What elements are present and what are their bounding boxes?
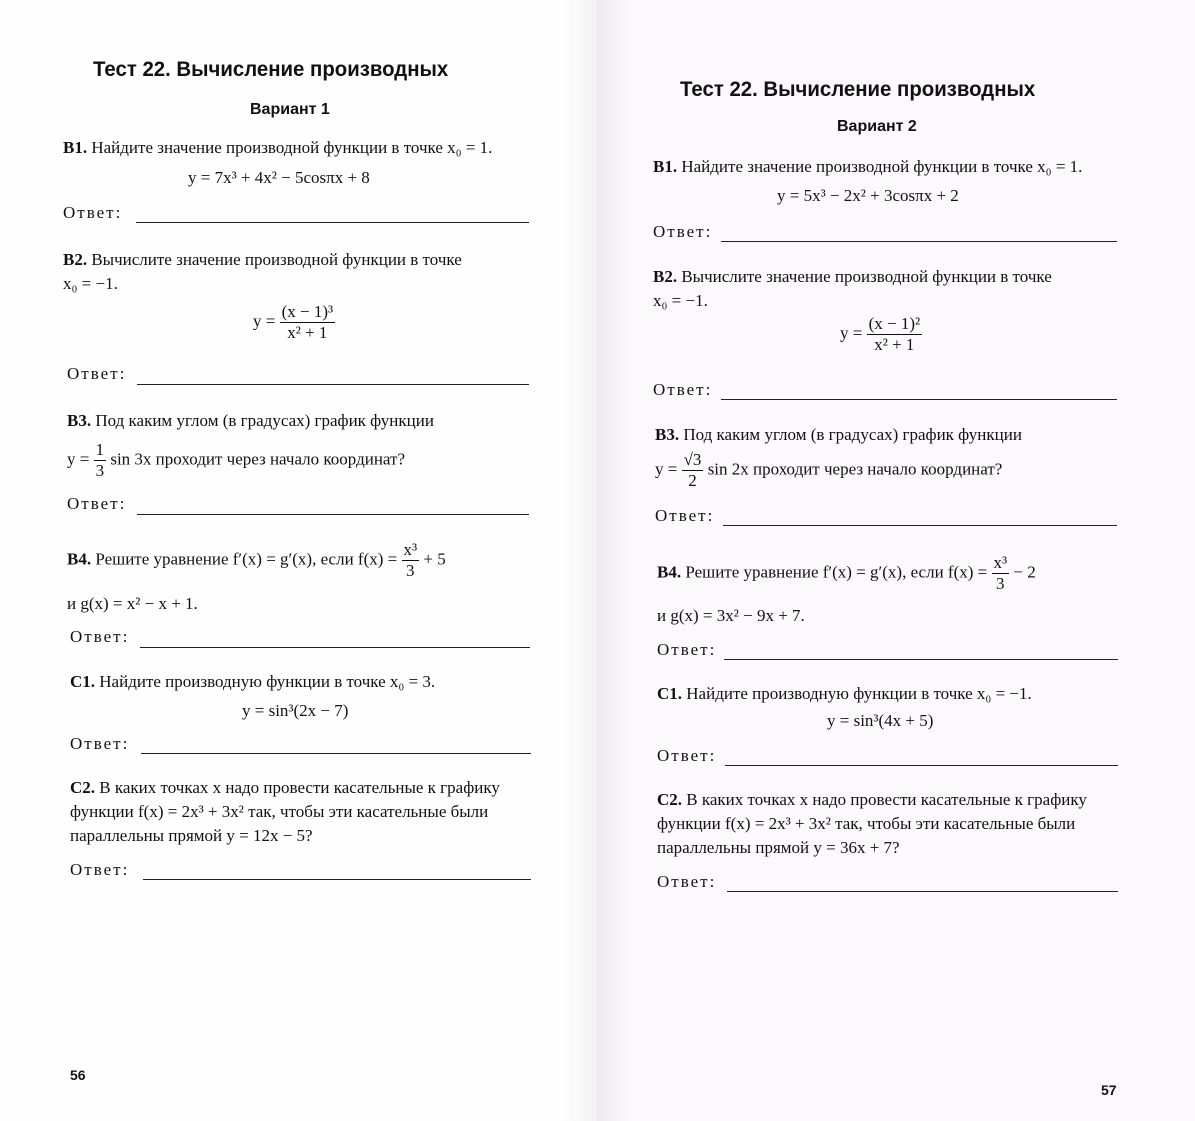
answer-line (725, 765, 1118, 766)
formula-lhs: y = (253, 311, 276, 331)
question-label: С1. (70, 672, 96, 691)
question-b1 (653, 155, 1082, 179)
question-label: С1. (657, 684, 683, 703)
fraction (280, 302, 336, 343)
numerator: (x − 1)³ (281, 302, 334, 321)
numerator: x³ (403, 540, 418, 559)
question-label: В2. (653, 267, 678, 286)
answer-line (137, 514, 529, 515)
formula-b1: y = 7x³ + 4x² − 5cosπx + 8 (188, 168, 370, 187)
denominator: 3 (95, 461, 105, 480)
fraction (867, 314, 923, 355)
page-title: Тест 22. Вычисление производных (680, 78, 1036, 101)
question-text-cont: и g(x) = x² − x + 1. (67, 594, 198, 613)
question-label: С2. (70, 778, 96, 797)
question-b1 (63, 136, 492, 160)
formula-lhs: y = (840, 323, 863, 343)
answer-label: Ответ: (657, 640, 717, 659)
formula-rest: sin 3x проходит через начало координат? (110, 449, 405, 469)
numerator: x³ (993, 553, 1008, 572)
question-text: Решите уравнение f′(x) = g′(x), если f(x) = (685, 562, 988, 582)
question-text: В каких точках x надо провести касательные к графику (686, 790, 1087, 809)
answer-line (721, 399, 1117, 400)
right-page (597, 0, 1195, 1121)
denominator: 2 (688, 471, 697, 490)
page-number: 57 (1101, 1082, 1117, 1098)
page-title: Тест 22. Вычисление производных (93, 58, 449, 81)
answer-line (141, 753, 531, 754)
question-text: Вычислите значение производной функции в точке (681, 267, 1052, 286)
numerator: 1 (95, 440, 105, 459)
denominator: x² + 1 (874, 335, 915, 354)
answer-label: Ответ: (70, 860, 130, 879)
formula-b3 (67, 440, 405, 481)
formula-tail: + 5 (423, 549, 446, 569)
question-text-cont: функции f(x) = 2x³ + 3x² так, чтобы эти касательные были (657, 814, 1076, 833)
answer-label: Ответ: (67, 364, 127, 383)
question-label: В2. (63, 250, 88, 269)
answer-label: Ответ: (657, 872, 717, 891)
question-b3 (67, 409, 434, 433)
answer-line (137, 384, 529, 385)
formula-c1: y = sin³(2x − 7) (242, 701, 349, 720)
answer-label: Ответ: (653, 380, 713, 399)
numerator: (x − 1)² (868, 314, 921, 333)
answer-line (143, 879, 531, 880)
book-gutter (560, 0, 630, 1121)
answer-label: Ответ: (67, 494, 127, 513)
question-text: Вычислите значение производной функции в точке (91, 250, 462, 269)
answer-label: Ответ: (70, 734, 130, 753)
question-label: В4. (657, 562, 682, 582)
formula-b3 (655, 450, 1002, 491)
question-text-cont: параллельны прямой y = 12x − 5? (70, 826, 313, 845)
question-label: В1. (63, 138, 88, 157)
question-text-cont: функции f(x) = 2x³ + 3x² так, чтобы эти касательные были (70, 802, 489, 821)
question-text-cont: и g(x) = 3x² − 9x + 7. (657, 606, 805, 625)
answer-line (727, 891, 1118, 892)
answer-label: Ответ: (63, 203, 123, 222)
answer-line (136, 222, 529, 223)
answer-label: Ответ: (653, 222, 713, 241)
formula-b2 (840, 314, 922, 355)
left-page (0, 0, 597, 1121)
answer-label: Ответ: (70, 627, 130, 646)
question-text: Найдите производную функции в точке x₀ = 3. (99, 672, 436, 691)
question-c2 (70, 776, 500, 800)
question-c2 (657, 788, 1087, 812)
denominator: 3 (996, 574, 1005, 593)
formula-c1: y = sin³(4x + 5) (827, 711, 934, 730)
numerator: √3 (683, 450, 702, 469)
formula-lhs: y = (655, 459, 678, 479)
question-b2 (653, 265, 1052, 289)
answer-line (723, 525, 1117, 526)
question-label: В1. (653, 157, 678, 176)
answer-label: Ответ: (655, 506, 715, 525)
answer-line (724, 659, 1118, 660)
question-text: Решите уравнение f′(x) = g′(x), если f(x) = (95, 549, 398, 569)
formula-b2 (253, 302, 335, 343)
answer-label: Ответ: (657, 746, 717, 765)
question-text: В каких точках x надо провести касательные к графику (99, 778, 500, 797)
question-c1 (657, 682, 1032, 706)
formula-b1: y = 5x³ − 2x² + 3cosπx + 2 (777, 186, 959, 205)
fraction (682, 450, 704, 491)
answer-line (721, 241, 1117, 242)
variant-label: Вариант 2 (837, 118, 917, 135)
denominator: x² + 1 (287, 323, 328, 342)
variant-label: Вариант 1 (250, 101, 330, 118)
question-b2 (63, 248, 462, 272)
question-text-cont: x₀ = −1. (653, 291, 708, 310)
question-label: В4. (67, 549, 92, 569)
fraction (402, 540, 420, 581)
question-text: Найдите значение производной функции в точке x₀ = 1. (91, 138, 493, 157)
formula-rest: sin 2x проходит через начало координат? (707, 459, 1003, 479)
question-label: С2. (657, 790, 683, 809)
question-text-cont: x₀ = −1. (63, 274, 118, 293)
question-text: Под каким углом (в градусах) график функции (95, 411, 434, 430)
question-text: Найдите значение производной функции в точке x₀ = 1. (681, 157, 1083, 176)
question-label: В3. (655, 425, 680, 444)
question-text: Под каким углом (в градусах) график функции (683, 425, 1022, 444)
question-text-cont: параллельны прямой y = 36x + 7? (657, 838, 900, 857)
question-text: Найдите производную функции в точке x₀ = −1. (686, 684, 1032, 703)
question-c1 (70, 670, 435, 694)
formula-lhs: y = (67, 449, 90, 469)
page-number: 56 (70, 1067, 86, 1083)
fraction (94, 440, 107, 481)
question-b4 (657, 553, 1036, 594)
fraction (992, 553, 1010, 594)
question-label: В3. (67, 411, 92, 430)
formula-tail: − 2 (1013, 562, 1036, 582)
answer-line (140, 647, 530, 648)
denominator: 3 (406, 561, 415, 580)
question-b3 (655, 423, 1022, 447)
question-b4 (67, 540, 446, 581)
